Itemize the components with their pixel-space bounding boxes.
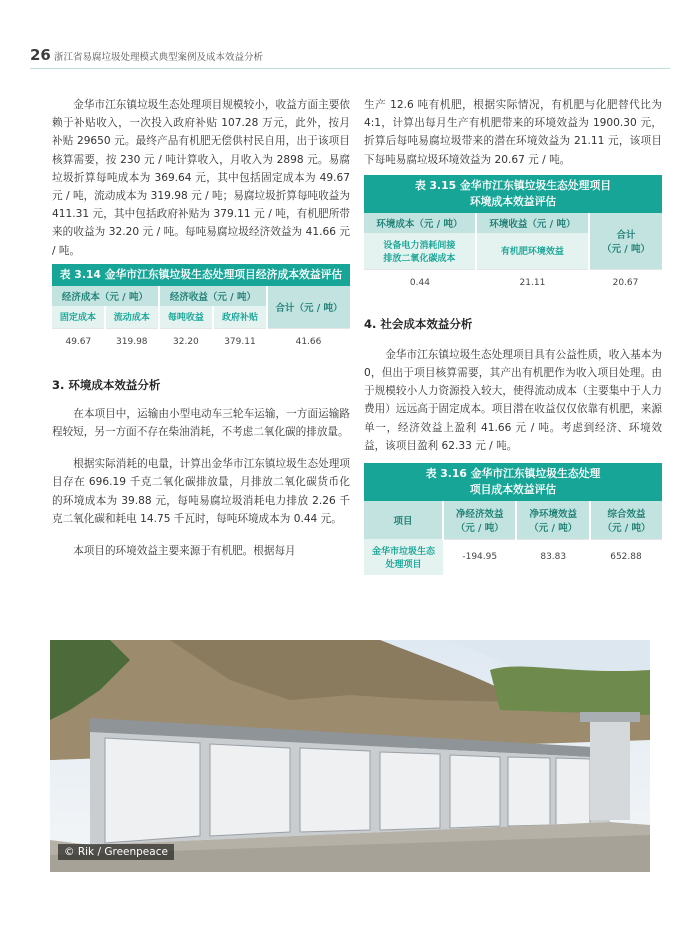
table-subheader: 每吨收益 [159, 306, 213, 329]
table-subheader [364, 233, 476, 270]
table-cell: 319.98 [105, 328, 159, 355]
publication-title: 浙江省易腐垃圾处理模式典型案例及成本效益分析 [54, 52, 264, 63]
paragraph-env-benefit: 本项目的环境效益主要来源于有机肥。根据每月 [73, 545, 296, 558]
table-row-label [364, 539, 443, 575]
facility-photo [50, 640, 650, 872]
table-title: 表 3.14 金华市江东镇垃圾生态处理项目经济成本效益评估 [52, 264, 350, 286]
table-header [516, 501, 589, 539]
table-cell: 20.67 [589, 269, 662, 296]
table-group-header: 经济成本（元 / 吨） [52, 286, 159, 306]
paragraph-economic: 金华市江东镇垃圾生态处理项目规模较小，收益方面主要依赖于补贴收入，一次投入政府补贴 107.28 万元，此外，按月补贴 29650 元。最终产品有机肥无偿供村民自用，出于该项目核算需要，按 230 元 / 吨计算收入，月收入为 2898 元。易腐垃圾折算每吨成本为 369.64 元，其中包括固定成本为 49.67 元 / 吨，流动成本为 319.98 元 / 吨；易腐垃圾折算每吨收益为 411.31 元，其中包括政府补贴为 379.11 元 / 吨，有机肥所带来的收益为 32.20 元 / 吨。每吨易腐垃圾经济效益为 41.66 元 / 吨。 [52, 99, 350, 257]
table-cell: -194.95 [443, 539, 516, 575]
facility-illustration [50, 640, 650, 872]
table-title-line: 表 3.15 金华市江东镇垃圾生态处理项目 [414, 178, 612, 192]
section-heading: 4. 社会成本效益分析 [364, 316, 473, 331]
table-header: 项目 [364, 501, 443, 539]
paragraph-social: 金华市江东镇垃圾生态处理项目具有公益性质，收入基本为 0，但出于项目核算需要，其产出有机肥作为收入项目处理。由于规模较小人力资源投入较大，使得流动成本（主要集中于人力费用）远远高于固定成本。项目潜在收益仅仅依靠有机肥，来源单一，经济效益上盈利 41.66 元 / 吨。考虑到经济、环境效益，该项目盈利 62.33 元 / 吨。 [364, 348, 662, 452]
table-cell: 21.11 [476, 269, 589, 296]
table-cell: 0.44 [364, 269, 476, 296]
paragraph-env-continued: 生产 12.6 吨有机肥，根据实际情况，有机肥与化肥替代比为 4:1，计算出每月生产有机肥带来的环境效益为 1900.30 元，折算后每吨易腐垃圾带来的潜在环境效益为 21.11 元，该项目下每吨易腐垃圾环境效益为 20.67 元 / 吨。 [364, 99, 662, 166]
table-total-header [589, 213, 662, 270]
table-row [52, 328, 350, 355]
paragraph-electricity: 根据实际消耗的电量，计算出金华市江东镇垃圾生态处理项目存在 696.19 千克二氧化碳排放量，月排放二氧化碳货币化的环境成本为 39.88 元，每吨易腐垃圾消耗电力排放 2.26 千克二氧化碳和耗电 14.75 千瓦时，每吨环境成本为 0.44 元。 [52, 458, 350, 525]
subheader-line: 排放二氧化碳成本 [383, 253, 456, 264]
table-title [364, 175, 662, 213]
header-line: 净环境效益 [529, 508, 577, 520]
left-column [52, 96, 350, 560]
table-3-15 [364, 175, 662, 296]
paragraph-transport: 在本项目中，运输由小型电动车三轮车运输，一方面运输路程较短，另一方面不存在柴油消耗，不考虑二氧化碳的排放量。 [52, 407, 350, 439]
table-subheader: 固定成本 [52, 306, 105, 329]
table-row [364, 539, 662, 575]
section-heading: 3. 环境成本效益分析 [52, 377, 161, 392]
table-title-line: 项目成本效益评估 [469, 483, 557, 497]
table-3-14 [52, 264, 350, 355]
table-cell: 652.88 [590, 539, 662, 575]
page-number: 26 [30, 46, 51, 64]
table-subheader: 流动成本 [105, 306, 159, 329]
header-divider [30, 68, 670, 69]
header-unit: （元 / 吨） [602, 522, 651, 534]
table-group-header: 环境成本（元 / 吨） [364, 213, 476, 233]
table-row [364, 269, 662, 296]
table-group-header: 环境收益（元 / 吨） [476, 213, 589, 233]
table-header [590, 501, 662, 539]
table-group-header: 经济收益（元 / 吨） [159, 286, 267, 306]
table-subheader: 政府补贴 [213, 306, 267, 329]
header-unit: （元 / 吨） [455, 522, 504, 534]
table-title [364, 463, 662, 501]
table-total-header: 合计（元 / 吨） [267, 286, 350, 329]
table-cell: 83.83 [516, 539, 589, 575]
table-cell: 49.67 [52, 328, 105, 355]
row-label-line: 处理项目 [385, 560, 422, 571]
header-line: 综合效益 [607, 508, 646, 520]
total-label: 合计 [616, 229, 636, 241]
subheader-line: 设备电力消耗间接 [383, 240, 456, 251]
page-header [30, 46, 670, 66]
table-cell: 379.11 [213, 328, 267, 355]
table-cell: 32.20 [159, 328, 213, 355]
total-unit: （元 / 吨） [601, 243, 651, 255]
table-header [443, 501, 516, 539]
header-unit: （元 / 吨） [529, 522, 578, 534]
right-column [364, 96, 662, 575]
row-label-line: 金华市垃圾生态 [371, 547, 435, 558]
header-line: 净经济效益 [455, 508, 504, 520]
table-3-16 [364, 463, 662, 575]
table-subheader: 有机肥环境效益 [476, 233, 589, 270]
photo-credit: © Rik / Greenpeace [58, 844, 174, 860]
table-title-line: 表 3.16 金华市江东镇垃圾生态处理 [425, 467, 601, 481]
table-cell: 41.66 [267, 328, 350, 355]
table-title-line: 环境成本效益评估 [469, 194, 557, 208]
